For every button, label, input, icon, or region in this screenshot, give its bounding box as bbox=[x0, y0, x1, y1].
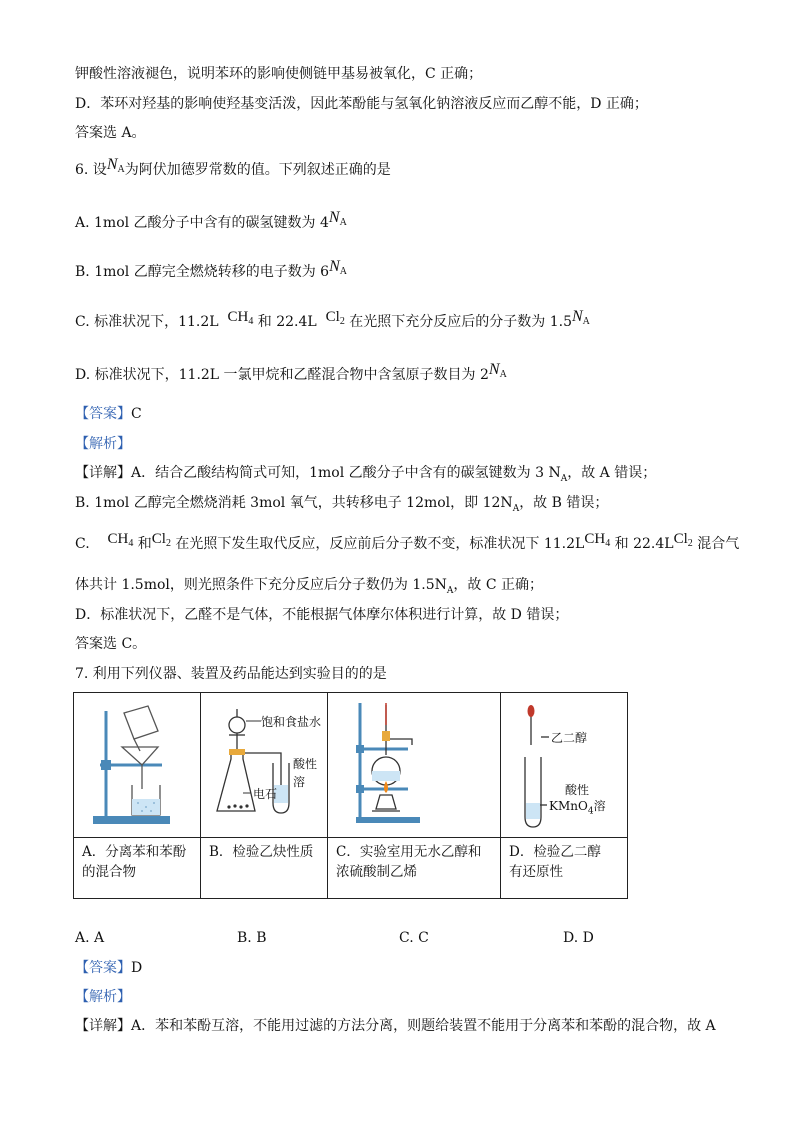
apparatus-d-figure bbox=[501, 693, 627, 837]
label-glycol: 乙二醇 bbox=[551, 731, 588, 745]
caption-c: C．实验室用无水乙醇和浓硫酸制乙烯 bbox=[328, 838, 501, 899]
label-acidic2: 酸性 bbox=[565, 783, 590, 797]
q6-option-c: C. 标准状况下，11.2L CH4 和 22.4L Cl2 在光照下充分反应后的分子数为 1.5NA bbox=[75, 308, 590, 330]
q6-analysis-tag: 【解析】 bbox=[75, 436, 131, 452]
q6-stem: 6. 设NA为阿伏加德罗常数的值。下列叙述正确的是 bbox=[75, 156, 391, 178]
apparatus-table bbox=[73, 692, 628, 899]
q7-answer: 【答案】D bbox=[75, 960, 143, 976]
label-brine: 饱和食盐水 bbox=[261, 715, 322, 729]
caption-b: B．检验乙炔性质 bbox=[201, 838, 328, 899]
label-carbide: 电石 bbox=[253, 787, 278, 801]
q6-detail-3: C. CH4 和Cl2 在光照下发生取代反应，反应前后分子数不变，标准状况下 11.2LCH4 和 22.4LCl2 混合气 bbox=[75, 531, 740, 552]
q6-detail-1: 【详解】A．结合乙酸结构简式可知，1mol 乙酸分子中含有的碳氢键数为 3 $N_A$，故 A 错误； bbox=[75, 465, 657, 484]
q6-detail-5: D．标准状况下，乙醛不是气体，不能根据气体摩尔体积进行计算，故 D 错误； bbox=[75, 607, 569, 623]
choice-b: B. B bbox=[237, 930, 267, 946]
q6-detail-2: B. 1mol 乙醇完全燃烧消耗 3mol 氧气，共转移电子 12mol，即 $12N_A$，故 B 错误； bbox=[75, 495, 609, 514]
choice-d: D. D bbox=[563, 930, 594, 946]
label-acidic: 酸性 bbox=[293, 757, 318, 771]
q7-analysis-tag: 【解析】 bbox=[75, 989, 131, 1005]
q7-detail-1: 【详解】A．苯和苯酚互溶，不能用过滤的方法分离，则题给装置不能用于分离苯和苯酚的混合物，故 A bbox=[75, 1018, 716, 1034]
q6-option-d: D. 标准状况下，11.2L 一氯甲烷和乙醛混合物中含氢原子数目为 2NA bbox=[75, 361, 507, 383]
q6-option-a: A. 1mol 乙酸分子中含有的碳氢键数为 4NA bbox=[75, 209, 347, 231]
choice-c: C. C bbox=[399, 930, 429, 946]
q6-detail-4: 体共计 1.5mol，则光照条件下充分反应后分子数仍为 $1.5N_A$，故 C 正确； bbox=[75, 577, 543, 596]
apparatus-c-figure bbox=[328, 693, 454, 837]
caption-d: D．检验乙二醇有还原性 bbox=[501, 838, 628, 899]
label-solution: 溶 bbox=[293, 775, 306, 789]
text-line: 答案选 A。 bbox=[75, 125, 146, 141]
apparatus-a-figure bbox=[74, 693, 200, 837]
caption-a: A．分离苯和苯酚的混合物 bbox=[74, 838, 201, 899]
apparatus-b-figure bbox=[201, 693, 327, 837]
q6-option-b: B. 1mol 乙醇完全燃烧转移的电子数为 6NA bbox=[75, 258, 347, 280]
text-line: 钾酸性溶液褪色，说明苯环的影响使侧链甲基易被氧化，C 正确； bbox=[75, 66, 483, 82]
label-kmno4: KMnO$_4$溶 bbox=[549, 799, 606, 817]
text-line: D．苯环对羟基的影响使羟基变活泼，因此苯酚能与氢氧化钠溶液反应而乙醇不能，D 正确； bbox=[75, 96, 648, 112]
q6-answer: 【答案】C bbox=[75, 406, 142, 422]
q7-stem: 7. 利用下列仪器、装置及药品能达到实验目的的是 bbox=[75, 666, 387, 682]
choice-a: A. A bbox=[75, 930, 105, 946]
q6-detail-6: 答案选 C。 bbox=[75, 636, 147, 652]
